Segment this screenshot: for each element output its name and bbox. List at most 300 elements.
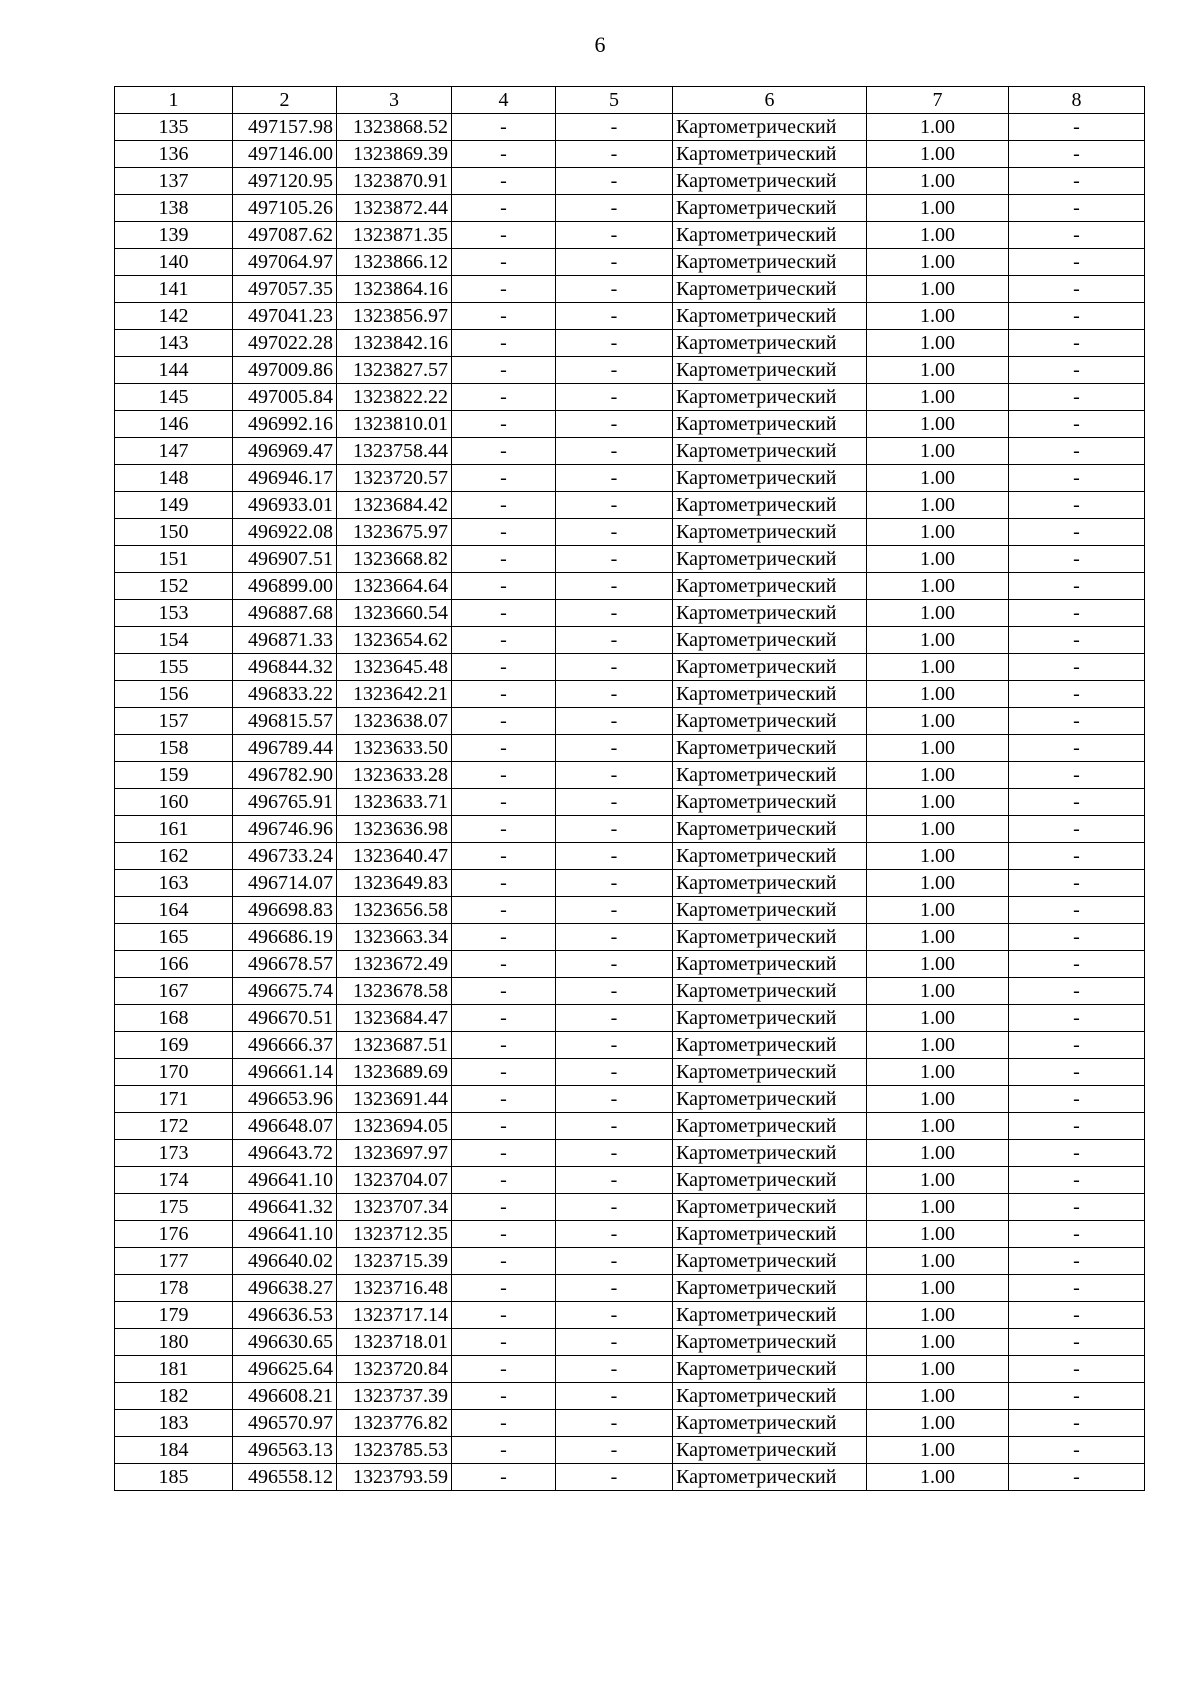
header-cell: 2 bbox=[233, 87, 337, 114]
table-cell: Картометрический bbox=[673, 573, 867, 600]
table-cell: - bbox=[452, 330, 556, 357]
table-cell: 1323660.54 bbox=[337, 600, 452, 627]
table-row bbox=[115, 1086, 1145, 1113]
table-cell: 138 bbox=[115, 195, 233, 222]
table-cell: - bbox=[452, 897, 556, 924]
table-cell: Картометрический bbox=[673, 1113, 867, 1140]
table-cell: 1323689.69 bbox=[337, 1059, 452, 1086]
table-cell: - bbox=[1009, 1437, 1145, 1464]
table-cell: 1323654.62 bbox=[337, 627, 452, 654]
table-cell: 139 bbox=[115, 222, 233, 249]
table-cell: - bbox=[1009, 384, 1145, 411]
table-cell: 1323678.58 bbox=[337, 978, 452, 1005]
table-cell: - bbox=[1009, 1194, 1145, 1221]
table-cell: Картометрический bbox=[673, 1194, 867, 1221]
table-cell: 1323638.07 bbox=[337, 708, 452, 735]
table-cell: 496563.13 bbox=[233, 1437, 337, 1464]
table-cell: - bbox=[1009, 1086, 1145, 1113]
table-cell: - bbox=[452, 1167, 556, 1194]
table-cell: 1.00 bbox=[867, 1302, 1009, 1329]
table-cell: - bbox=[452, 627, 556, 654]
table-cell: 1323720.57 bbox=[337, 465, 452, 492]
table-cell: 184 bbox=[115, 1437, 233, 1464]
page-number: 6 bbox=[594, 32, 606, 57]
table-cell: 496815.57 bbox=[233, 708, 337, 735]
table-cell: 1323642.21 bbox=[337, 681, 452, 708]
table-cell: 180 bbox=[115, 1329, 233, 1356]
table-cell: 164 bbox=[115, 897, 233, 924]
table-cell: - bbox=[556, 1302, 673, 1329]
table-cell: Картометрический bbox=[673, 816, 867, 843]
table-cell: - bbox=[556, 222, 673, 249]
table-cell: 168 bbox=[115, 1005, 233, 1032]
table-cell: Картометрический bbox=[673, 924, 867, 951]
table-cell: 1323717.14 bbox=[337, 1302, 452, 1329]
table-cell: - bbox=[556, 762, 673, 789]
table-cell: 1323793.59 bbox=[337, 1464, 452, 1491]
table-cell: Картометрический bbox=[673, 357, 867, 384]
table-row bbox=[115, 384, 1145, 411]
table-cell: 496782.90 bbox=[233, 762, 337, 789]
table-cell: 171 bbox=[115, 1086, 233, 1113]
table-cell: Картометрический bbox=[673, 519, 867, 546]
table-cell: 181 bbox=[115, 1356, 233, 1383]
table-cell: 1323675.97 bbox=[337, 519, 452, 546]
table-cell: 1.00 bbox=[867, 654, 1009, 681]
table-row bbox=[115, 1383, 1145, 1410]
table-cell: 497022.28 bbox=[233, 330, 337, 357]
table-cell: Картометрический bbox=[673, 384, 867, 411]
table-cell: - bbox=[452, 1032, 556, 1059]
table-row bbox=[115, 870, 1145, 897]
table-cell: 496789.44 bbox=[233, 735, 337, 762]
table-cell: - bbox=[452, 1005, 556, 1032]
table-cell: 1323664.64 bbox=[337, 573, 452, 600]
table-cell: 497120.95 bbox=[233, 168, 337, 195]
table-cell: - bbox=[556, 492, 673, 519]
table-cell: 496907.51 bbox=[233, 546, 337, 573]
table-cell: - bbox=[556, 519, 673, 546]
table-cell: - bbox=[1009, 249, 1145, 276]
table-cell: - bbox=[1009, 519, 1145, 546]
table-cell: 1.00 bbox=[867, 978, 1009, 1005]
table-cell: - bbox=[556, 1059, 673, 1086]
table-cell: 1323633.28 bbox=[337, 762, 452, 789]
table-cell: 496638.27 bbox=[233, 1275, 337, 1302]
table-row bbox=[115, 708, 1145, 735]
table-cell: - bbox=[1009, 789, 1145, 816]
table-cell: 496765.91 bbox=[233, 789, 337, 816]
table-cell: Картометрический bbox=[673, 708, 867, 735]
table-row bbox=[115, 1437, 1145, 1464]
table-cell: - bbox=[452, 573, 556, 600]
table-cell: - bbox=[1009, 978, 1145, 1005]
table-cell: 1323712.35 bbox=[337, 1221, 452, 1248]
table-cell: 1.00 bbox=[867, 1005, 1009, 1032]
table-cell: - bbox=[452, 546, 556, 573]
table-cell: - bbox=[1009, 681, 1145, 708]
table-cell: - bbox=[452, 1410, 556, 1437]
table-cell: Картометрический bbox=[673, 222, 867, 249]
table-cell: - bbox=[452, 1086, 556, 1113]
table-cell: 142 bbox=[115, 303, 233, 330]
table-cell: 1.00 bbox=[867, 411, 1009, 438]
table-row bbox=[115, 330, 1145, 357]
table-cell: 1.00 bbox=[867, 600, 1009, 627]
table-cell: Картометрический bbox=[673, 1140, 867, 1167]
table-cell: 1.00 bbox=[867, 924, 1009, 951]
table-cell: - bbox=[556, 438, 673, 465]
table-cell: 165 bbox=[115, 924, 233, 951]
table-cell: - bbox=[452, 384, 556, 411]
table-cell: Картометрический bbox=[673, 411, 867, 438]
table-cell: 496608.21 bbox=[233, 1383, 337, 1410]
table-cell: - bbox=[556, 249, 673, 276]
table-cell: - bbox=[556, 1464, 673, 1491]
table-cell: - bbox=[1009, 1059, 1145, 1086]
table-cell: - bbox=[452, 114, 556, 141]
table-cell: 1323758.44 bbox=[337, 438, 452, 465]
table-cell: - bbox=[452, 303, 556, 330]
table-cell: - bbox=[556, 465, 673, 492]
table-cell: 1.00 bbox=[867, 1032, 1009, 1059]
table-cell: 1.00 bbox=[867, 195, 1009, 222]
table-cell: - bbox=[452, 249, 556, 276]
table-cell: - bbox=[556, 114, 673, 141]
table-cell: 1.00 bbox=[867, 627, 1009, 654]
table-cell: 1.00 bbox=[867, 519, 1009, 546]
table-cell: 496641.10 bbox=[233, 1221, 337, 1248]
table-cell: - bbox=[1009, 276, 1145, 303]
table-cell: 185 bbox=[115, 1464, 233, 1491]
table-cell: - bbox=[452, 978, 556, 1005]
table-cell: 1323636.98 bbox=[337, 816, 452, 843]
table-cell: 1.00 bbox=[867, 789, 1009, 816]
table-cell: 1323866.12 bbox=[337, 249, 452, 276]
table-row bbox=[115, 978, 1145, 1005]
table-cell: - bbox=[556, 978, 673, 1005]
table-cell: 149 bbox=[115, 492, 233, 519]
table-cell: Картометрический bbox=[673, 303, 867, 330]
table-cell: 496678.57 bbox=[233, 951, 337, 978]
table-cell: 1.00 bbox=[867, 1275, 1009, 1302]
table-cell: 496630.65 bbox=[233, 1329, 337, 1356]
table-cell: 1323864.16 bbox=[337, 276, 452, 303]
table-cell: 496844.32 bbox=[233, 654, 337, 681]
table-cell: 1.00 bbox=[867, 1464, 1009, 1491]
table-cell: - bbox=[556, 870, 673, 897]
table-cell: - bbox=[1009, 735, 1145, 762]
table-cell: Картометрический bbox=[673, 141, 867, 168]
table-cell: 496746.96 bbox=[233, 816, 337, 843]
table-cell: Картометрический bbox=[673, 1464, 867, 1491]
table-cell: - bbox=[556, 951, 673, 978]
table-cell: - bbox=[1009, 222, 1145, 249]
table-cell: - bbox=[1009, 438, 1145, 465]
table-cell: 496661.14 bbox=[233, 1059, 337, 1086]
table-cell: 1.00 bbox=[867, 276, 1009, 303]
table-cell: 1323645.48 bbox=[337, 654, 452, 681]
table-cell: 160 bbox=[115, 789, 233, 816]
table-cell: - bbox=[452, 1437, 556, 1464]
table-cell: - bbox=[556, 1005, 673, 1032]
table-cell: 1323691.44 bbox=[337, 1086, 452, 1113]
table-cell: 176 bbox=[115, 1221, 233, 1248]
table-cell: - bbox=[452, 357, 556, 384]
table-cell: - bbox=[1009, 114, 1145, 141]
table-cell: Картометрический bbox=[673, 789, 867, 816]
table-cell: 163 bbox=[115, 870, 233, 897]
table-cell: 1.00 bbox=[867, 303, 1009, 330]
table-cell: 496653.96 bbox=[233, 1086, 337, 1113]
table-row bbox=[115, 195, 1145, 222]
table-cell: 497005.84 bbox=[233, 384, 337, 411]
table-cell: - bbox=[452, 492, 556, 519]
table-cell: 496899.00 bbox=[233, 573, 337, 600]
table-row bbox=[115, 465, 1145, 492]
table-row bbox=[115, 1059, 1145, 1086]
table-row bbox=[115, 1167, 1145, 1194]
table-cell: 1.00 bbox=[867, 870, 1009, 897]
table-cell: 1.00 bbox=[867, 1437, 1009, 1464]
table-row bbox=[115, 843, 1145, 870]
table-cell: 1323776.82 bbox=[337, 1410, 452, 1437]
table-cell: 159 bbox=[115, 762, 233, 789]
table-cell: Картометрический bbox=[673, 762, 867, 789]
table-cell: Картометрический bbox=[673, 1248, 867, 1275]
header-cell: 4 bbox=[452, 87, 556, 114]
table-cell: - bbox=[556, 1410, 673, 1437]
table-cell: 158 bbox=[115, 735, 233, 762]
table-cell: - bbox=[556, 1329, 673, 1356]
table-cell: 1323869.39 bbox=[337, 141, 452, 168]
table-cell: 1.00 bbox=[867, 1410, 1009, 1437]
table-cell: - bbox=[1009, 1248, 1145, 1275]
table-cell: Картометрический bbox=[673, 1005, 867, 1032]
table-cell: Картометрический bbox=[673, 1059, 867, 1086]
table-cell: - bbox=[556, 627, 673, 654]
table-cell: - bbox=[1009, 1275, 1145, 1302]
table-body bbox=[115, 87, 1145, 1491]
table-cell: - bbox=[452, 816, 556, 843]
table-cell: - bbox=[452, 519, 556, 546]
table-row bbox=[115, 735, 1145, 762]
table-cell: - bbox=[1009, 411, 1145, 438]
table-cell: Картометрический bbox=[673, 1086, 867, 1113]
table-cell: 497064.97 bbox=[233, 249, 337, 276]
table-cell: 150 bbox=[115, 519, 233, 546]
table-cell: 1323640.47 bbox=[337, 843, 452, 870]
table-cell: 1.00 bbox=[867, 114, 1009, 141]
table-cell: 1.00 bbox=[867, 249, 1009, 276]
table-cell: 496698.83 bbox=[233, 897, 337, 924]
table-cell: 497157.98 bbox=[233, 114, 337, 141]
table-cell: 1.00 bbox=[867, 573, 1009, 600]
table-cell: - bbox=[452, 735, 556, 762]
table-cell: 1.00 bbox=[867, 1059, 1009, 1086]
table-cell: 1.00 bbox=[867, 1086, 1009, 1113]
table-cell: 145 bbox=[115, 384, 233, 411]
table-cell: 154 bbox=[115, 627, 233, 654]
table-cell: - bbox=[1009, 195, 1145, 222]
table-row bbox=[115, 573, 1145, 600]
table-cell: Картометрический bbox=[673, 978, 867, 1005]
table-cell: - bbox=[556, 1356, 673, 1383]
table-cell: 1323718.01 bbox=[337, 1329, 452, 1356]
table-cell: - bbox=[556, 1140, 673, 1167]
table-row bbox=[115, 1005, 1145, 1032]
table-cell: - bbox=[1009, 627, 1145, 654]
table-cell: 147 bbox=[115, 438, 233, 465]
table-cell: - bbox=[556, 789, 673, 816]
table-cell: - bbox=[556, 1383, 673, 1410]
table-cell: Картометрический bbox=[673, 546, 867, 573]
table-cell: 1.00 bbox=[867, 141, 1009, 168]
table-cell: - bbox=[452, 411, 556, 438]
table-cell: 155 bbox=[115, 654, 233, 681]
table-cell: - bbox=[1009, 1221, 1145, 1248]
table-cell: 1323870.91 bbox=[337, 168, 452, 195]
table-cell: - bbox=[452, 843, 556, 870]
table-row bbox=[115, 1140, 1145, 1167]
table-cell: 1323687.51 bbox=[337, 1032, 452, 1059]
table-cell: - bbox=[1009, 951, 1145, 978]
table-cell: 1323707.34 bbox=[337, 1194, 452, 1221]
table-cell: 1323856.97 bbox=[337, 303, 452, 330]
table-cell: Картометрический bbox=[673, 465, 867, 492]
table-cell: 497057.35 bbox=[233, 276, 337, 303]
table-cell: - bbox=[556, 330, 673, 357]
table-row bbox=[115, 303, 1145, 330]
table-cell: 143 bbox=[115, 330, 233, 357]
table-cell: 1.00 bbox=[867, 1140, 1009, 1167]
table-cell: 1323868.52 bbox=[337, 114, 452, 141]
table-cell: - bbox=[452, 789, 556, 816]
table-cell: 496871.33 bbox=[233, 627, 337, 654]
table-cell: - bbox=[452, 924, 556, 951]
table-cell: 1323668.82 bbox=[337, 546, 452, 573]
table-cell: 496675.74 bbox=[233, 978, 337, 1005]
table-cell: 496833.22 bbox=[233, 681, 337, 708]
table-cell: - bbox=[556, 1032, 673, 1059]
table-row bbox=[115, 438, 1145, 465]
table-cell: 173 bbox=[115, 1140, 233, 1167]
table-row bbox=[115, 546, 1145, 573]
table-cell: Картометрический bbox=[673, 438, 867, 465]
table-row bbox=[115, 1302, 1145, 1329]
table-cell: 1323697.97 bbox=[337, 1140, 452, 1167]
table-row bbox=[115, 519, 1145, 546]
table-cell: - bbox=[1009, 492, 1145, 519]
table-cell: 496992.16 bbox=[233, 411, 337, 438]
table-row bbox=[115, 357, 1145, 384]
table-cell: Картометрический bbox=[673, 168, 867, 195]
table-cell: - bbox=[556, 1248, 673, 1275]
table-cell: 496625.64 bbox=[233, 1356, 337, 1383]
table-cell: 496648.07 bbox=[233, 1113, 337, 1140]
table-cell: Картометрический bbox=[673, 1437, 867, 1464]
table-row bbox=[115, 924, 1145, 951]
table-row bbox=[115, 1113, 1145, 1140]
header-cell: 1 bbox=[115, 87, 233, 114]
table-cell: 1323872.44 bbox=[337, 195, 452, 222]
table-cell: 1323649.83 bbox=[337, 870, 452, 897]
table-cell: 1323694.05 bbox=[337, 1113, 452, 1140]
table-cell: - bbox=[1009, 573, 1145, 600]
table-cell: 174 bbox=[115, 1167, 233, 1194]
table-row bbox=[115, 1275, 1145, 1302]
table-row bbox=[115, 1194, 1145, 1221]
table-cell: 1.00 bbox=[867, 1383, 1009, 1410]
table-cell: 1323822.22 bbox=[337, 384, 452, 411]
table-cell: - bbox=[452, 1113, 556, 1140]
table-cell: 1323716.48 bbox=[337, 1275, 452, 1302]
table-cell: 157 bbox=[115, 708, 233, 735]
table-cell: - bbox=[556, 168, 673, 195]
table-cell: - bbox=[556, 735, 673, 762]
table-row bbox=[115, 1248, 1145, 1275]
table-cell: 152 bbox=[115, 573, 233, 600]
table-cell: - bbox=[1009, 1140, 1145, 1167]
table-row bbox=[115, 1221, 1145, 1248]
table-row bbox=[115, 411, 1145, 438]
table-cell: 1323720.84 bbox=[337, 1356, 452, 1383]
table-cell: - bbox=[452, 762, 556, 789]
table-row bbox=[115, 492, 1145, 519]
table-cell: Картометрический bbox=[673, 1329, 867, 1356]
table-cell: 137 bbox=[115, 168, 233, 195]
table-cell: - bbox=[452, 708, 556, 735]
table-cell: 1.00 bbox=[867, 1221, 1009, 1248]
table-cell: 135 bbox=[115, 114, 233, 141]
table-row bbox=[115, 249, 1145, 276]
table-cell: 178 bbox=[115, 1275, 233, 1302]
table-cell: 496636.53 bbox=[233, 1302, 337, 1329]
table-cell: 1.00 bbox=[867, 330, 1009, 357]
table-row bbox=[115, 1032, 1145, 1059]
table-row bbox=[115, 276, 1145, 303]
table-cell: 1323633.71 bbox=[337, 789, 452, 816]
table-cell: - bbox=[1009, 1383, 1145, 1410]
table-row bbox=[115, 1329, 1145, 1356]
table-cell: 497146.00 bbox=[233, 141, 337, 168]
table-cell: 1.00 bbox=[867, 492, 1009, 519]
table-cell: 156 bbox=[115, 681, 233, 708]
table-cell: 496641.32 bbox=[233, 1194, 337, 1221]
table-cell: - bbox=[556, 573, 673, 600]
table-cell: - bbox=[452, 276, 556, 303]
table-cell: - bbox=[452, 1248, 556, 1275]
table-cell: - bbox=[556, 141, 673, 168]
table-cell: 496686.19 bbox=[233, 924, 337, 951]
table-cell: 177 bbox=[115, 1248, 233, 1275]
table-row bbox=[115, 816, 1145, 843]
table-cell: 1323842.16 bbox=[337, 330, 452, 357]
table-cell: 496640.02 bbox=[233, 1248, 337, 1275]
table-cell: 1323663.34 bbox=[337, 924, 452, 951]
table-cell: - bbox=[452, 1221, 556, 1248]
table-cell: - bbox=[1009, 141, 1145, 168]
table-row bbox=[115, 789, 1145, 816]
table-cell: 497087.62 bbox=[233, 222, 337, 249]
table-cell: 175 bbox=[115, 1194, 233, 1221]
table-cell: Картометрический bbox=[673, 330, 867, 357]
table-cell: 1.00 bbox=[867, 816, 1009, 843]
table-cell: 170 bbox=[115, 1059, 233, 1086]
table-cell: Картометрический bbox=[673, 1221, 867, 1248]
table-cell: 1.00 bbox=[867, 708, 1009, 735]
table-cell: - bbox=[1009, 924, 1145, 951]
